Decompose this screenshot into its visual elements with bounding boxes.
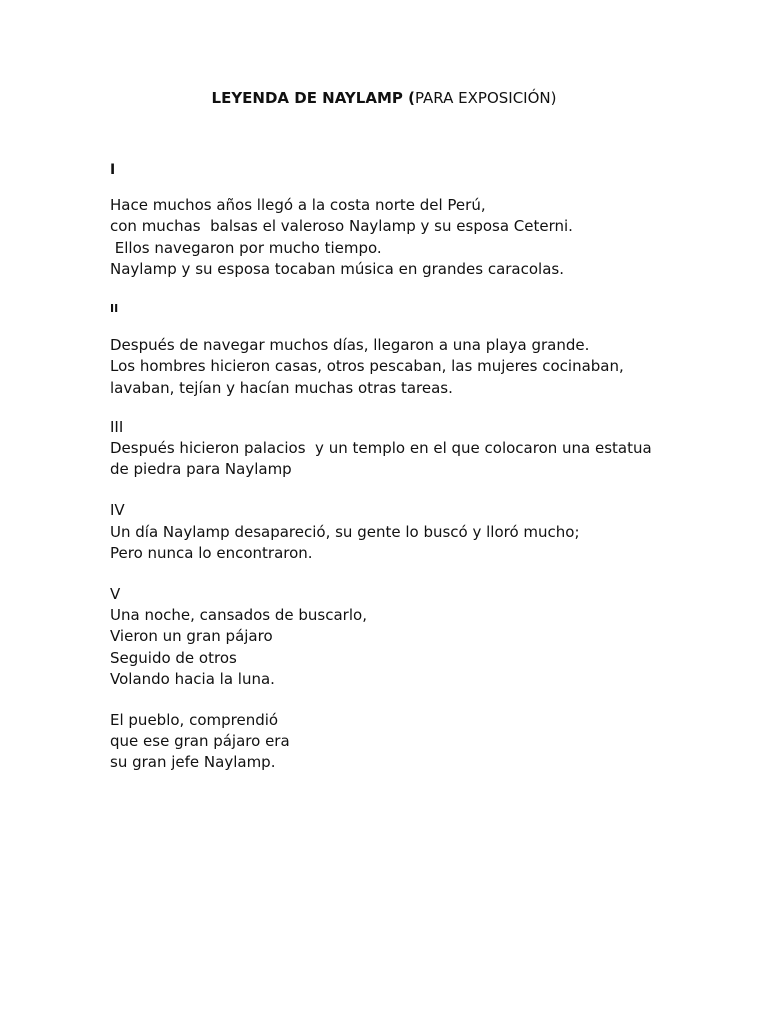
spacer — [110, 181, 710, 195]
section-3 — [110, 417, 710, 481]
section-2-heading: II — [110, 302, 119, 316]
paragraph-line: El pueblo, comprendió — [110, 711, 279, 730]
section-3-heading: III — [110, 417, 124, 436]
paragraph-line: Hace muchos años llegó a la costa norte del Perú, — [110, 196, 486, 215]
paragraph-line: que ese gran pájaro era — [110, 732, 290, 751]
paragraph-line: Naylamp y su esposa tocaban música en grandes caracolas. — [110, 259, 564, 278]
title-bold-part: LEYENDA DE NAYLAMP ( — [211, 89, 415, 107]
paragraph-line: Un día Naylamp desapareció, su gente lo buscó y lloró mucho; — [110, 522, 580, 541]
section-1 — [110, 160, 710, 280]
paragraph-line: con muchas balsas el valeroso Naylamp y su esposa Ceterni. — [110, 217, 573, 236]
paragraph-line: Volando hacia la luna. — [110, 669, 275, 688]
paragraph-line: Los hombres hicieron casas, otros pescaban, las mujeres cocinaban, — [110, 357, 624, 376]
section-5-heading: V — [110, 585, 121, 604]
spacer — [110, 690, 710, 710]
spacer — [110, 564, 710, 584]
paragraph-line: Después hicieron palacios y un templo en el que colocaron una estatua — [110, 439, 652, 458]
paragraph-line: su gran jefe Naylamp. — [110, 753, 276, 772]
paragraph-line: Vieron un gran pájaro — [110, 627, 273, 646]
paragraph-line: Una noche, cansados de buscarlo, — [110, 606, 367, 625]
section-4 — [110, 500, 710, 564]
section-1-heading: I — [110, 162, 116, 178]
section-4-heading: IV — [110, 501, 125, 520]
spacer — [110, 319, 710, 335]
paragraph-line: Seguido de otros — [110, 648, 237, 667]
document-body — [110, 160, 710, 774]
paragraph-line: lavaban, tejían y hacían muchas otras tareas. — [110, 378, 453, 397]
title-normal-part: PARA EXPOSICIÓN) — [414, 89, 557, 107]
spacer — [110, 399, 710, 417]
paragraph-line: Ellos navegaron por mucho tiempo. — [110, 238, 382, 257]
paragraph-line: Después de navegar muchos días, llegaron a una playa grande. — [110, 336, 590, 355]
spacer — [110, 480, 710, 500]
paragraph-line: de piedra para Naylamp — [110, 460, 292, 479]
section-2 — [110, 298, 710, 399]
closing-stanza — [110, 710, 710, 774]
paragraph-line: Pero nunca lo encontraron. — [110, 543, 313, 562]
document-title — [0, 88, 768, 108]
spacer — [110, 280, 710, 298]
section-5 — [110, 584, 710, 690]
